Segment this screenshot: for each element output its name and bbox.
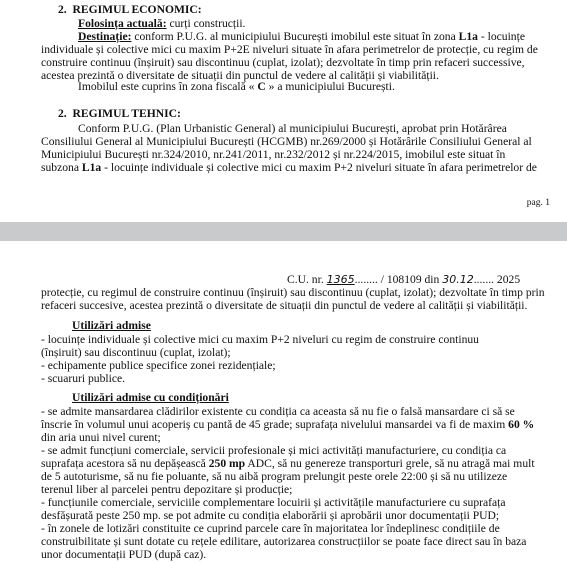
- tehnic-line-4: subzona L1a - locuințe individuale și colective mici cu maxim P+2 niveluri situate în afara perimetrelor de: [41, 161, 537, 174]
- fiscal-zone-line: Imobilul este cuprins în zona fiscală « C » a municipiului București.: [78, 80, 395, 93]
- utilizari-item-3: - scuaruri publice.: [41, 372, 126, 385]
- conditie-4-line-3: unor documentații PUD (după caz).: [41, 548, 207, 561]
- tehnic-line-2: Consiliului General al Municipiului București (HCGMB) nr.269/2000 și Hotărârile Consiliului General al: [41, 135, 532, 148]
- conditie-2-line-4: terenul liber al parcelei pentru depozitare și producție;: [41, 483, 293, 496]
- tehnic-line-3: Municipiului București nr.324/2010, nr.241/2011, nr.232/2012 și nr.224/2015, imobilul este situat în: [41, 148, 506, 161]
- conditie-2-line-3: de 5 autoturisme, să nu fie poluante, să nu aibă program prelungit peste orele 22:00 și să nu utilizeze: [41, 470, 508, 483]
- destinatie-line-3: construire continuu (înșiruit) sau discontinuu (cuplat, izolat); dezvoltate în timp prin refaceri successive,: [41, 56, 525, 69]
- destinatie-line-1: Destinație: conform P.U.G. al municipiului București imobilul este situat în zona L1a - locuințe: [78, 30, 525, 43]
- destinatie-line-2: individuale și colective mici cu maxim P+2E niveluri situate în afara perimetrelor de protecție, cu regim de: [41, 43, 538, 56]
- destinatie-line-4: acestea prezintă o diversitate de situații din punctul de vedere al calității și viabilității.: [41, 69, 439, 82]
- section-heading-tehnic: 2. REGIMUL TEHNIC:: [58, 107, 181, 120]
- certificate-number: 1365: [326, 273, 355, 286]
- conditie-4-line-2: construibilitate și sunt dotate cu rețele edilitare, autorizarea construcțiilor se poate face direct sau în baza: [41, 535, 527, 548]
- conditie-3-line-2: desfășurată peste 250 mp. se pot admite cu condiția elaborării și aprobării unor documentații PUD;: [41, 509, 500, 522]
- conditie-2-line-2: suprafața acestora să nu depășească 250 mp ADC, să nu genereze transporturi grele, să nu atragă mai mult: [41, 457, 535, 470]
- document-page-1: [0, 0, 567, 222]
- conditie-1-line-1: - se admite mansardarea clădirilor existente cu condiția ca aceasta să nu fie o falsă mansardare ci să se: [41, 405, 515, 418]
- section-heading-economic: 2. REGIMUL ECONOMIC:: [58, 3, 202, 16]
- tehnic-line-1: Conform P.U.G. (Plan Urbanistic General) al municipiului București, aprobat prin Hotărârea: [78, 122, 507, 135]
- document-page-2: [0, 241, 567, 563]
- conditie-1-line-3: din aria unui nivel curent;: [41, 431, 161, 444]
- page-number: pag. 1: [526, 198, 550, 208]
- conditie-1-line-2: înscrie în volumul unui acoperiș cu pantă de 45 grade; suprafața nivelului mansardei va fi de maxim 60 %: [41, 418, 535, 431]
- folosinta-line: Folosința actuală: curți construcții.: [78, 17, 246, 30]
- continuation-line-1: protecție, cu regimul de construire continuu (înșiruit) sau discontinuu (cuplat, izolat); dezvoltate în timp prin: [41, 286, 545, 299]
- conditie-3-line-1: - funcțiunile comerciale, serviciile complementare locuirii și activitățile manufacturiere cu suprafața: [41, 496, 506, 509]
- utilizari-item-1: - locuințe individuale și colective mici cu maxim P+2 niveluri cu regim de construire continuu: [41, 333, 479, 346]
- conditie-4-line-1: - în zonele de lotizări constituite ce cuprind parcele care în majoritatea lor îndeplinesc condițiile de: [41, 522, 500, 535]
- subheading-utilizari-admise: Utilizări admise: [72, 319, 151, 332]
- utilizari-item-1-cont: (înșiruit) sau discontinuu (cuplat, izolat);: [41, 346, 231, 359]
- conditie-2-line-1: - se admit funcțiuni comerciale, servicii profesionale și mici activități manufacturiere, cu condiția ca: [41, 444, 507, 457]
- certificate-number-line: C.U. nr. 1365........ / 108109 din 30.12....... 2025: [287, 273, 521, 286]
- utilizari-item-2: - echipamente publice specifice zonei rezidențiale;: [41, 359, 276, 372]
- certificate-date: 30.12: [442, 273, 474, 286]
- subheading-utilizari-conditionari: Utilizări admise cu condiționări: [72, 391, 229, 404]
- continuation-line-2: refaceri succesive, acestea prezintă o diversitate de situații din punctul de vedere al calității și viabilității.: [41, 299, 528, 312]
